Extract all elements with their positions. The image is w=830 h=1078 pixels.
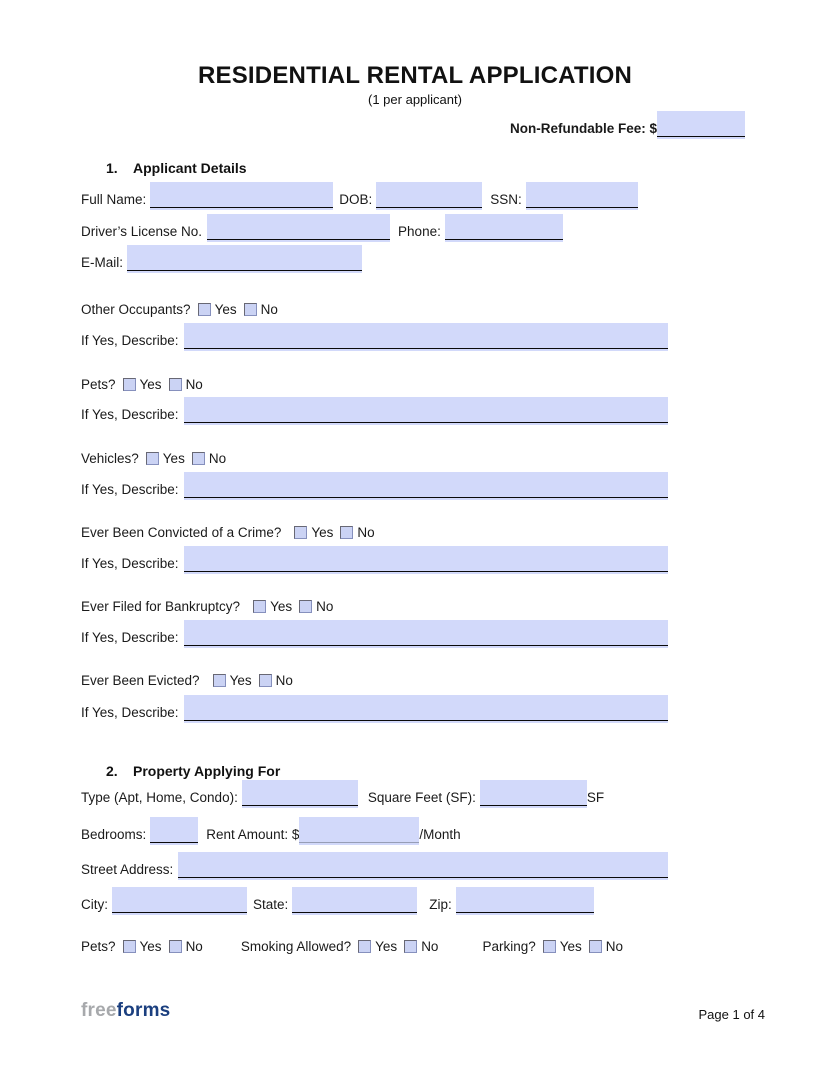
bedrooms-label: Bedrooms: xyxy=(81,827,147,842)
vehicles-no-checkbox[interactable] xyxy=(192,452,205,465)
question-vehicles xyxy=(81,450,721,467)
if-yes-describe-label: If Yes, Describe: xyxy=(81,407,179,422)
question-evicted xyxy=(81,672,721,689)
drivers-license-label: Driver’s License No. xyxy=(81,224,203,239)
row-fullname-dob-ssn xyxy=(81,182,668,210)
property-pets-label: Pets? xyxy=(81,939,116,954)
vehicles-describe-field[interactable] xyxy=(184,472,668,500)
row-property-questions xyxy=(81,938,721,955)
smoking-group xyxy=(241,938,439,955)
zip-field[interactable] xyxy=(456,887,594,915)
evicted-label: Ever Been Evicted? xyxy=(81,673,200,688)
evicted-describe-field[interactable] xyxy=(184,695,668,723)
yes-label: Yes xyxy=(139,939,162,954)
pets-no-checkbox[interactable] xyxy=(169,378,182,391)
zip-label: Zip: xyxy=(429,897,452,912)
dob-label: DOB: xyxy=(339,192,373,207)
bedrooms-field[interactable] xyxy=(150,817,198,845)
question-convicted xyxy=(81,524,721,541)
row-license-phone xyxy=(81,214,668,242)
row-street-address xyxy=(81,852,668,880)
parking-yes-checkbox[interactable] xyxy=(543,940,556,953)
row-bedrooms-rent xyxy=(81,817,668,845)
property-pets-yes-checkbox[interactable] xyxy=(123,940,136,953)
no-label: No xyxy=(260,302,278,317)
rent-amount-field[interactable] xyxy=(299,817,419,845)
square-feet-field[interactable] xyxy=(480,780,587,808)
evicted-options xyxy=(206,672,293,689)
bankruptcy-label: Ever Filed for Bankruptcy? xyxy=(81,599,241,614)
city-label: City: xyxy=(81,897,108,912)
row-crime-describe xyxy=(81,546,668,574)
vehicles-label: Vehicles? xyxy=(81,451,139,466)
bankruptcy-yes-checkbox[interactable] xyxy=(253,600,266,613)
no-label: No xyxy=(208,451,227,466)
city-field[interactable] xyxy=(112,887,247,915)
bankruptcy-describe-field[interactable] xyxy=(184,620,668,648)
section-2-title: Property Applying For xyxy=(133,763,281,779)
smoking-yes-checkbox[interactable] xyxy=(358,940,371,953)
rent-amount-label: Rent Amount: $ xyxy=(206,827,300,842)
sf-suffix-label: SF xyxy=(586,790,605,805)
email-field[interactable] xyxy=(127,245,362,273)
pets-options xyxy=(116,376,203,393)
fee-row xyxy=(510,111,745,139)
row-city-state-zip xyxy=(81,887,668,915)
parking-label: Parking? xyxy=(482,939,536,954)
yes-label: Yes xyxy=(214,302,237,317)
state-label: State: xyxy=(253,897,289,912)
section-1-number: 1. xyxy=(106,160,118,176)
evicted-yes-checkbox[interactable] xyxy=(213,674,226,687)
logo-forms-text: forms xyxy=(116,1000,171,1021)
section-2-heading xyxy=(106,763,280,779)
type-label: Type (Apt, Home, Condo): xyxy=(81,790,238,805)
row-evicted-describe xyxy=(81,695,668,723)
square-feet-label: Square Feet (SF): xyxy=(367,790,476,805)
vehicles-options xyxy=(139,450,226,467)
if-yes-describe-label: If Yes, Describe: xyxy=(81,333,179,348)
street-address-label: Street Address: xyxy=(81,862,174,877)
row-bankruptcy-describe xyxy=(81,620,668,648)
if-yes-describe-label: If Yes, Describe: xyxy=(81,630,179,645)
type-field[interactable] xyxy=(242,780,358,808)
occupants-describe-field[interactable] xyxy=(184,323,668,351)
section-1-title: Applicant Details xyxy=(133,160,247,176)
convicted-yes-checkbox[interactable] xyxy=(294,526,307,539)
ssn-field[interactable] xyxy=(526,182,638,210)
question-pets xyxy=(81,376,721,393)
row-type-sqft xyxy=(81,780,668,808)
evicted-no-checkbox[interactable] xyxy=(259,674,272,687)
street-address-field[interactable] xyxy=(178,852,668,880)
ssn-label: SSN: xyxy=(490,192,522,207)
yes-label: Yes xyxy=(559,939,582,954)
no-label: No xyxy=(185,939,203,954)
other-occupants-options xyxy=(191,301,278,318)
smoking-no-checkbox[interactable] xyxy=(404,940,417,953)
yes-label: Yes xyxy=(311,525,334,540)
other-occupants-yes-checkbox[interactable] xyxy=(198,303,211,316)
yes-label: Yes xyxy=(139,377,162,392)
property-pets-group xyxy=(81,938,203,955)
fee-label: Non-Refundable Fee: $ xyxy=(509,121,657,136)
section-2-number: 2. xyxy=(106,763,118,779)
row-occupants-describe xyxy=(81,323,668,351)
yes-label: Yes xyxy=(229,673,252,688)
full-name-field[interactable] xyxy=(150,182,333,210)
no-label: No xyxy=(185,377,203,392)
pets-yes-checkbox[interactable] xyxy=(123,378,136,391)
if-yes-describe-label: If Yes, Describe: xyxy=(81,705,179,720)
other-occupants-no-checkbox[interactable] xyxy=(244,303,257,316)
phone-label: Phone: xyxy=(398,224,441,239)
question-other-occupants xyxy=(81,301,721,318)
bankruptcy-no-checkbox[interactable] xyxy=(299,600,312,613)
row-pets-describe xyxy=(81,397,668,425)
per-month-label: /Month xyxy=(419,827,461,842)
question-bankruptcy xyxy=(81,598,721,615)
form-title: RESIDENTIAL RENTAL APPLICATION xyxy=(197,62,632,89)
bankruptcy-options xyxy=(246,598,333,615)
fee-field[interactable] xyxy=(657,111,745,139)
yes-label: Yes xyxy=(375,939,398,954)
section-1-heading xyxy=(106,160,247,176)
no-label: No xyxy=(357,525,375,540)
email-label: E-Mail: xyxy=(81,255,124,270)
phone-field[interactable] xyxy=(445,214,563,242)
no-label: No xyxy=(421,939,439,954)
property-pets-no-checkbox[interactable] xyxy=(169,940,182,953)
convicted-label: Ever Been Convicted of a Crime? xyxy=(81,525,282,540)
full-name-label: Full Name: xyxy=(81,192,147,207)
yes-label: Yes xyxy=(162,451,185,466)
no-label: No xyxy=(275,673,293,688)
form-subtitle: (1 per applicant) xyxy=(368,92,462,107)
smoking-label: Smoking Allowed? xyxy=(240,939,352,954)
other-occupants-label: Other Occupants? xyxy=(81,302,191,317)
row-email xyxy=(81,245,668,273)
dob-field[interactable] xyxy=(376,182,482,210)
logo-free-text: free xyxy=(81,1000,117,1021)
parking-no-checkbox[interactable] xyxy=(589,940,602,953)
yes-label: Yes xyxy=(270,599,293,614)
state-field[interactable] xyxy=(292,887,417,915)
convicted-options xyxy=(287,524,374,541)
row-vehicles-describe xyxy=(81,472,668,500)
if-yes-describe-label: If Yes, Describe: xyxy=(81,556,179,571)
freeforms-logo xyxy=(81,1000,170,1022)
crime-describe-field[interactable] xyxy=(184,546,668,574)
no-label: No xyxy=(605,939,624,954)
if-yes-describe-label: If Yes, Describe: xyxy=(81,482,179,497)
vehicles-yes-checkbox[interactable] xyxy=(146,452,159,465)
convicted-no-checkbox[interactable] xyxy=(340,526,353,539)
pets-describe-field[interactable] xyxy=(184,397,668,425)
drivers-license-field[interactable] xyxy=(207,214,390,242)
page-indicator: Page 1 of 4 xyxy=(698,1007,765,1022)
parking-group xyxy=(482,938,623,955)
pets-label: Pets? xyxy=(81,377,116,392)
no-label: No xyxy=(316,599,334,614)
